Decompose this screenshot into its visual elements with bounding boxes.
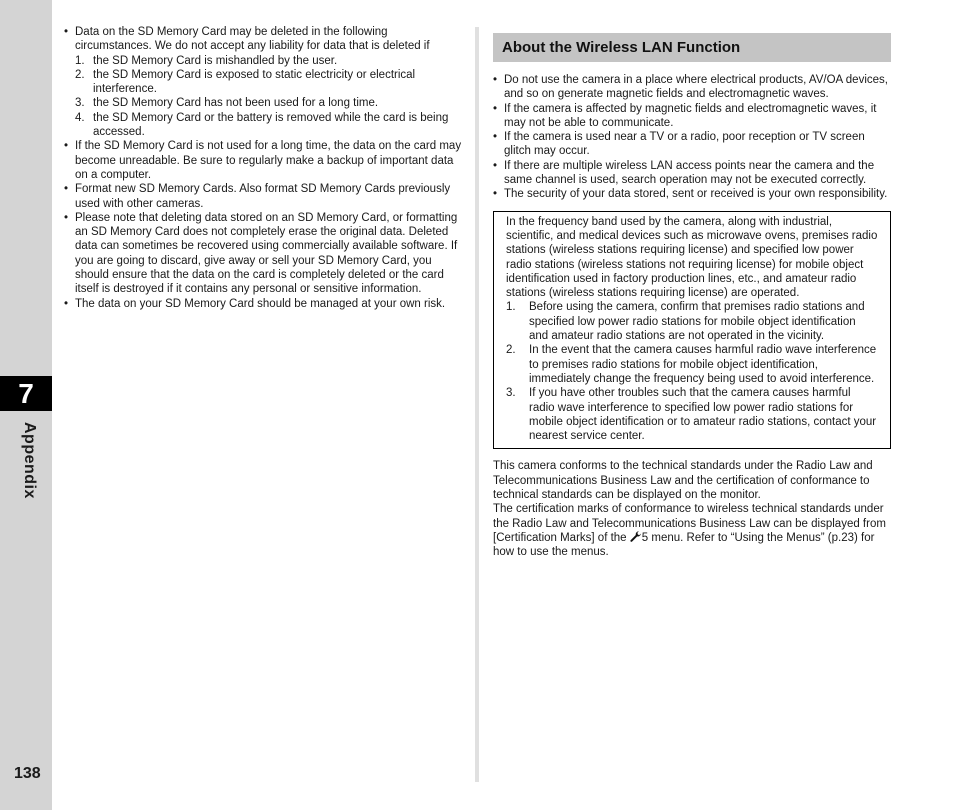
list-item [493,102,891,131]
list-item [506,300,878,343]
chapter-number-tab: 7 [0,376,52,411]
list-item [75,111,464,140]
bullet-text: If the camera is used near a TV or a radio, poor reception or TV screen glitch may occur. [504,131,865,158]
item-text: the SD Memory Card is mishandled by the user. [93,54,338,67]
wireless-lan-notes-list [493,73,891,202]
item-text: the SD Memory Card has not been used for a long time. [93,97,379,110]
certification-text-start: The certification marks of conformance to wireless technical standards under the Radio Law and Telecommunications Business Law can be displayed from [Certification Marks] of the [493,503,886,544]
conformance-paragraph: This camera conforms to the technical standards under the Radio Law and Telecommunications Business Law and the certification of conformance to technical standards can be displayed on the monitor. [493,460,873,502]
notice-intro: In the frequency band used by the camera, along with industrial, scientific, and medical devices such as microwave ovens, premises radio stations (wireless stations requiring license) and specified low power radio stations (wireless stations not requiring license) for mobile object identification used in factory production lines, etc., and amateur radio stations (wireless stations requiring license) are operated. [506,215,878,300]
bullet-text: The data on your SD Memory Card should be managed at your own risk. [75,297,446,310]
right-column [493,33,891,560]
conformance-text [493,459,891,559]
list-item [506,343,878,386]
bullet-text: Data on the SD Memory Card may be deleted in the following circumstances. We do not accept any liability for data that is deleted if [75,26,430,53]
list-item [64,25,464,139]
list-item [75,96,464,110]
item-text: the SD Memory Card is exposed to static electricity or electrical interference. [93,68,416,96]
list-item [64,211,464,297]
list-item [493,159,891,188]
list-item [64,297,464,311]
item-text: Before using the camera, confirm that premises radio stations and specified low power radio stations for mobile object identification and amateur radio stations are not operated in the vicinity. [529,301,865,343]
bullet-text: Format new SD Memory Cards. Also format SD Memory Cards previously used with other cameras. [75,183,451,210]
item-number: 1. [75,54,85,67]
certification-text-end: 5 menu. Refer to “Using the Menus” (p.23) for how to use the menus. [493,531,875,559]
wrench-icon [630,531,642,542]
item-number: 4. [75,111,85,124]
item-number: 2. [506,344,516,357]
list-item [493,187,891,201]
bullet-text: Do not use the camera in a place where electrical products, AV/OA devices, and so on generate magnetic fields and electromagnetic waves. [504,74,888,101]
bullet-text: If the camera is affected by magnetic fields and electromagnetic waves, it may not be able to communicate. [504,102,877,129]
list-item [64,182,464,211]
section-title: About the Wireless LAN Function [493,33,891,62]
certification-paragraph [493,502,891,559]
bullet-text: If there are multiple wireless LAN access points near the camera and the same channel is used, search operation may not be executed correctly. [504,159,875,187]
list-item [493,73,891,102]
item-number: 2. [75,68,85,81]
notice-steps-list [506,300,878,443]
page-number: 138 [14,765,41,782]
bullet-text: Please note that deleting data stored on an SD Memory Card, or formatting an SD Memory Card does not completely erase the original data. Deleted data can sometimes be recovered using commercially available software. If you are going to discard, give away or sell your SD Memory Card, you should ensure that the data on the card is completely deleted or the card itself is destroyed if it contains any personal or sensitive information. [75,211,458,296]
bullet-text: If the SD Memory Card is not used for a long time, the data on the card may become unreadable. Be sure to regularly make a backup of important data on a computer. [75,140,462,181]
item-text: In the event that the camera causes harmful radio wave interference to premises radio stations for mobile object identification, immediately change the frequency being used to avoid interference. [529,344,877,385]
sd-card-notes-list [64,25,464,311]
chapter-title-text: Appendix [21,422,38,499]
list-item [75,54,464,68]
column-divider [475,27,479,782]
radio-notice-box [493,211,891,450]
list-item [506,386,878,443]
item-number: 1. [506,301,516,314]
chapter-title [14,422,38,512]
deletion-circumstances-list [75,54,464,140]
list-item [493,130,891,159]
left-column [64,25,464,311]
item-number: 3. [75,97,85,110]
item-number: 3. [506,387,516,400]
bullet-text: The security of your data stored, sent or received is your own responsibility. [504,188,888,201]
item-text: If you have other troubles such that the camera causes harmful radio wave interference to specified low power radio stations for mobile object identification or to amateur radio stations, contact your nearest service center. [529,387,877,443]
list-item [75,68,464,97]
item-text: the SD Memory Card or the battery is removed while the card is being accessed. [93,111,449,139]
list-item [64,139,464,182]
